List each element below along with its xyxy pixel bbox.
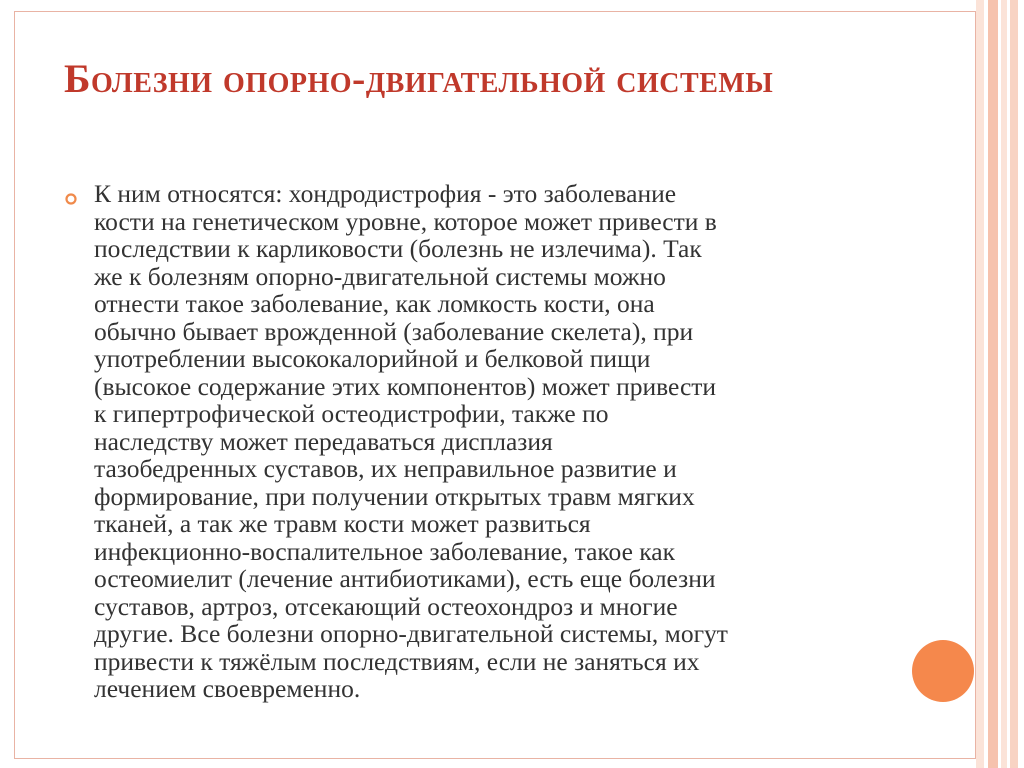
- ring-bullet-icon: [64, 192, 78, 206]
- stripe: [976, 0, 984, 768]
- stripe: [1010, 0, 1018, 768]
- decorative-stripes: [976, 0, 1024, 768]
- stripe: [1001, 0, 1007, 768]
- slide-title: Болезни опорно-двигательной системы: [64, 56, 774, 101]
- slide-body-text: К ним относятся: хондродистрофия - это заболевание кости на генетическом уровне, которое может привести в последствии к карликовости (болезнь не излечима). Так же к болезням опорно-двигательной системы можно отнести такое заболевание, как ломкость кости, она обычно бывает врожденной (заболевание скелета), при употреблении высококалорийной и белковой пищи (высокое содержание этих компонентов) может привести к гипертрофической остеодистрофии, также по наследству может передаваться дисплазия тазобедренных суставов, их неправильное развитие и формирование, при получении открытых травм мягких тканей, а так же травм кости может развиться инфекционно-воспалительное заболевание, такое как остеомиелит (лечение антибиотиками), есть еще болезни суставов, артроз, отсекающий остеохондроз и многие другие. Все болезни опорно-двигательной системы, могут привести к тяжёлым последствиям, если не заняться их лечением своевременно.: [94, 179, 728, 703]
- decorative-orange-circle: [912, 640, 974, 702]
- stripe: [988, 0, 998, 768]
